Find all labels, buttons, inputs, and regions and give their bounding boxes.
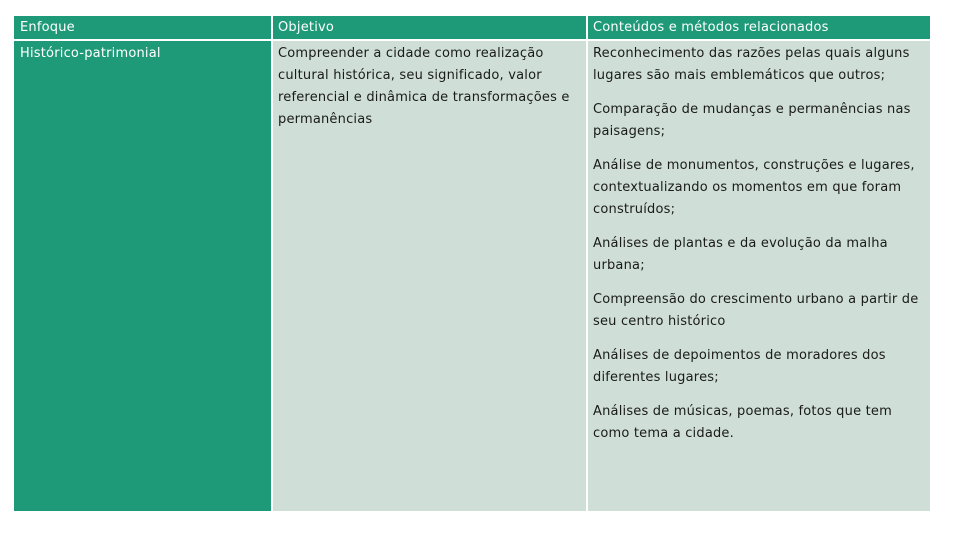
cell-objetivo: Compreender a cidade como realização cultural histórica, seu significado, valor referencial e dinâmica de transformações e permanências <box>272 40 587 511</box>
header-divider <box>14 39 930 41</box>
column-divider <box>586 16 588 511</box>
header-conteudos: Conteúdos e métodos relacionados <box>587 16 930 40</box>
cell-conteudos <box>587 40 930 511</box>
content-table <box>14 16 930 511</box>
conteudo-item: Análises de depoimentos de moradores dos diferentes lugares; <box>593 348 886 385</box>
conteudo-item: Compreensão do crescimento urbano a partir de seu centro histórico <box>593 292 919 329</box>
conteudo-item: Reconhecimento das razões pelas quais alguns lugares são mais emblemáticos que outros; <box>593 46 910 83</box>
conteudo-item: Comparação de mudanças e permanências nas paisagens; <box>593 102 911 139</box>
column-divider <box>271 16 273 511</box>
conteudo-item: Análise de monumentos, construções e lugares, contextualizando os momentos em que foram construídos; <box>593 158 915 217</box>
conteudo-item: Análises de músicas, poemas, fotos que tem como tema a cidade. <box>593 404 892 441</box>
header-enfoque: Enfoque <box>14 16 272 40</box>
header-objetivo: Objetivo <box>272 16 587 40</box>
cell-enfoque: Histórico-patrimonial <box>14 40 272 511</box>
conteudo-item: Análises de plantas e da evolução da malha urbana; <box>593 236 888 273</box>
